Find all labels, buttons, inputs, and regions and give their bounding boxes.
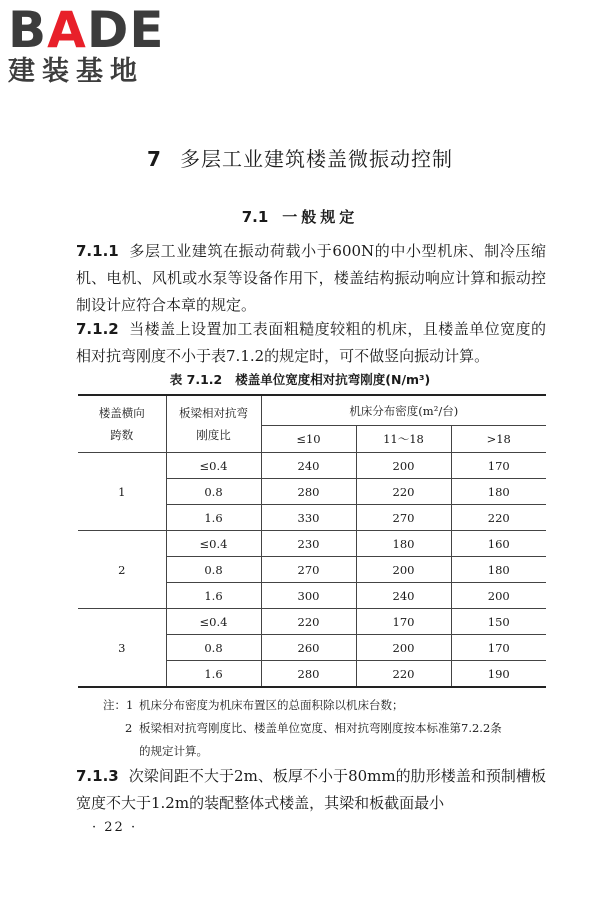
chapter-number: 7 — [147, 147, 162, 171]
value-cell: 150 — [451, 609, 546, 635]
ratio-cell: ≤0.4 — [166, 453, 261, 479]
value-cell: 200 — [356, 453, 451, 479]
span-count-header: 楼盖横向 跨数 — [78, 395, 166, 453]
span-cell: 2 — [78, 531, 166, 609]
value-cell: 160 — [451, 531, 546, 557]
brand-logo — [8, 1, 178, 88]
table-row — [78, 531, 546, 557]
chapter-title-text: 多层工业建筑楼盖微振动控制 — [179, 147, 453, 171]
density-group-header: 机床分布密度(m²/台) — [261, 395, 546, 426]
logo-wordmark: BADE — [8, 1, 165, 59]
table-caption — [0, 370, 600, 388]
paragraph-text: 多层工业建筑在振动荷载小于600N的中小型机床、制冷压缩机、电机、风机或水泵等设备作用下，楼盖结构振动响应计算和振动控制设计应符合本章的规定。 — [76, 242, 546, 314]
paragraph-text: 次梁间距不大于2m、板厚不小于80mm的肋形楼盖和预制槽板宽度不大于1.2m的装配整体式楼盖，其梁和板截面最小 — [76, 767, 546, 812]
table-header-row — [78, 395, 546, 426]
rigidity-table — [78, 394, 546, 688]
paragraph-7-1-2 — [76, 316, 546, 370]
ratio-cell: 0.8 — [166, 557, 261, 583]
note-label: 2 — [125, 721, 133, 735]
section-title-text: 一般规定 — [282, 208, 359, 226]
ratio-cell: ≤0.4 — [166, 531, 261, 557]
density-header: >18 — [451, 426, 546, 453]
value-cell: 220 — [261, 609, 356, 635]
section-number: 7.1 — [241, 208, 269, 226]
value-cell: 170 — [356, 609, 451, 635]
table-row — [78, 453, 546, 479]
paragraph-7-1-3 — [76, 763, 546, 817]
value-cell: 170 — [451, 635, 546, 661]
value-cell: 190 — [451, 661, 546, 688]
note-label: 注：1 — [103, 698, 134, 712]
paragraph-text: 当楼盖上设置加工表面粗糙度较粗的机床，且楼盖单位宽度的相对抗弯刚度不小于表7.1.2的规定时，可不做竖向振动计算。 — [76, 320, 546, 365]
ratio-cell: 1.6 — [166, 661, 261, 688]
value-cell: 240 — [356, 583, 451, 609]
span-cell: 3 — [78, 609, 166, 688]
note-2 — [103, 717, 553, 740]
value-cell: 330 — [261, 505, 356, 531]
value-cell: 180 — [356, 531, 451, 557]
value-cell: 270 — [261, 557, 356, 583]
density-header: ≤10 — [261, 426, 356, 453]
table-number: 表 7.1.2 — [169, 372, 223, 387]
paragraph-7-1-1 — [76, 238, 546, 319]
value-cell: 260 — [261, 635, 356, 661]
value-cell: 280 — [261, 661, 356, 688]
value-cell: 220 — [356, 661, 451, 688]
value-cell: 170 — [451, 453, 546, 479]
note-text: 机床分布密度为机床布置区的总面积除以机床台数； — [139, 698, 404, 712]
clause-number: 7.1.1 — [76, 242, 119, 260]
value-cell: 200 — [356, 635, 451, 661]
ratio-cell: 0.8 — [166, 635, 261, 661]
value-cell: 200 — [451, 583, 546, 609]
ratio-cell: 1.6 — [166, 505, 261, 531]
value-cell: 240 — [261, 453, 356, 479]
table-title: 楼盖单位宽度相对抗弯刚度(N/m³) — [235, 372, 431, 387]
ratio-cell: ≤0.4 — [166, 609, 261, 635]
stiffness-ratio-header: 板梁相对抗弯 刚度比 — [166, 395, 261, 453]
value-cell: 220 — [356, 479, 451, 505]
note-1 — [103, 694, 553, 717]
value-cell: 180 — [451, 479, 546, 505]
density-header: 11～18 — [356, 426, 451, 453]
section-title — [0, 206, 600, 227]
note-text: 板梁相对抗弯刚度比、楼盖单位宽度、相对抗弯刚度按本标准第7.2.2条 — [139, 721, 502, 735]
value-cell: 300 — [261, 583, 356, 609]
value-cell: 180 — [451, 557, 546, 583]
table-row — [78, 609, 546, 635]
chapter-title — [0, 143, 600, 172]
clause-number: 7.1.2 — [76, 320, 119, 338]
logo-subtitle: 建装基地 — [8, 56, 144, 87]
note-2-continuation: 的规定计算。 — [139, 744, 208, 758]
span-cell: 1 — [78, 453, 166, 531]
value-cell: 220 — [451, 505, 546, 531]
table-notes — [103, 694, 553, 763]
ratio-cell: 0.8 — [166, 479, 261, 505]
page-number: · 22 · — [92, 820, 138, 835]
value-cell: 270 — [356, 505, 451, 531]
value-cell: 230 — [261, 531, 356, 557]
clause-number: 7.1.3 — [76, 767, 119, 785]
value-cell: 200 — [356, 557, 451, 583]
ratio-cell: 1.6 — [166, 583, 261, 609]
value-cell: 280 — [261, 479, 356, 505]
